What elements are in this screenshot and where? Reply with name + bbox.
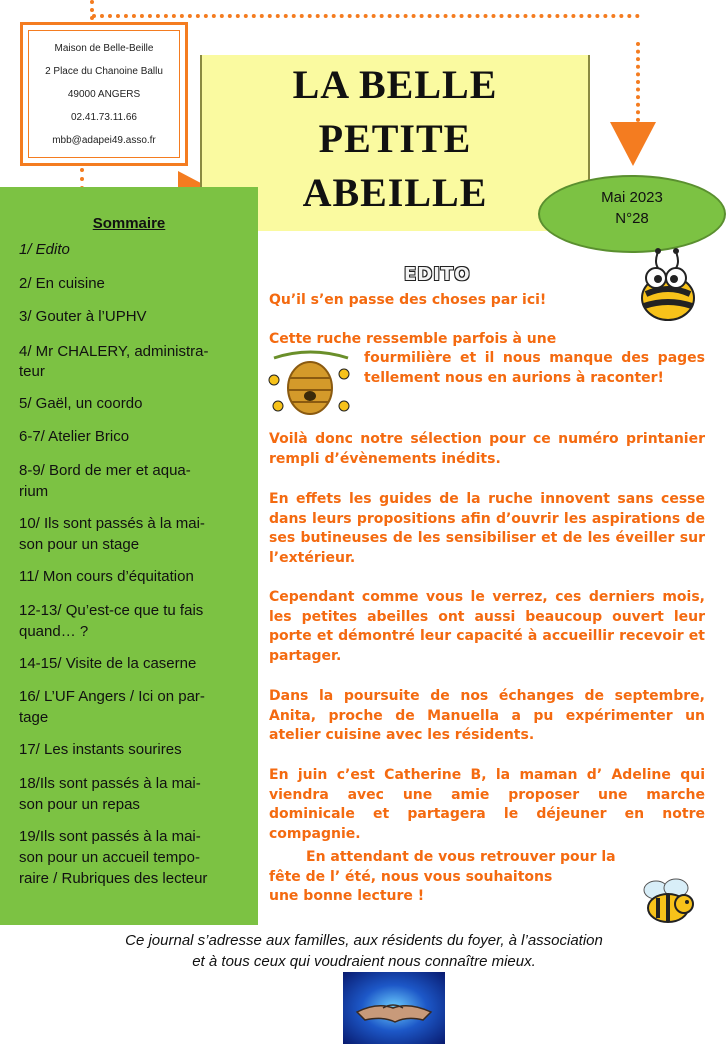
toc-item: son pour un accueil tempo- — [19, 849, 200, 866]
toc-item: 1/ Edito — [19, 241, 70, 258]
toc-item: son pour un repas — [19, 796, 140, 813]
address-email: mbb@adapei49.asso.fr — [52, 135, 156, 146]
toc-item: quand… ? — [19, 623, 89, 640]
sommaire-heading: Sommaire — [92, 215, 166, 232]
handshake-image — [343, 972, 445, 1044]
bee-icon — [628, 244, 708, 326]
title-line-1: LA BELLE — [292, 62, 498, 107]
toc-item: 14-15/ Visite de la caserne — [19, 655, 197, 672]
issue-badge — [538, 175, 726, 253]
edito-paragraph: Qu’il s’en passe des choses par ici! — [269, 292, 547, 308]
toc-item: 3/ Gouter à l’UPHV — [19, 308, 147, 325]
edito-paragraph: Cependant comme vous le verrez, ces derniers mois, les petites abeilles ont aussi beaucoup ouvert leur porte et démontré leur capacité à accueillir recevoir et partager. — [269, 589, 705, 664]
toc-item: 18/Ils sont passés à la mai- — [19, 775, 201, 792]
address-name: Maison de Belle-Beille — [54, 43, 154, 54]
edito-paragraph: En effets les guides de la ruche innovent sans cesse dans leurs propositions afin d’ouvrir les aspirations de ses butineuses de les sensibiliser et de les éveiller sur l’extérieur. — [269, 491, 705, 566]
small-bee-icon — [634, 872, 700, 928]
dotted-line — [636, 42, 640, 122]
toc-item: son pour un stage — [19, 536, 140, 553]
toc-item: 12-13/ Qu’est-ce que tu fais — [19, 602, 204, 619]
toc-item: rium — [19, 483, 49, 500]
edito-paragraph: Voilà donc notre sélection pour ce numéro printanier rempli d’évènements inédits. — [269, 431, 705, 467]
toc-item: 10/ Ils sont passés à la mai- — [19, 515, 205, 532]
toc-item: 19/Ils sont passés à la mai- — [19, 828, 201, 845]
edito-paragraph: fourmilière et il nous manque des pages tellement nous en aurions à raconter! — [364, 350, 705, 386]
address-street: 2 Place du Chanoine Ballu — [45, 66, 163, 77]
edito-paragraph: une bonne lecture ! — [269, 888, 425, 904]
address-phone: 02.41.73.11.66 — [71, 112, 137, 123]
issue-number: N°28 — [615, 210, 649, 227]
footer-line-1: Ce journal s’adresse aux familles, aux résidents du foyer, à l’association — [125, 932, 603, 949]
edito-paragraph: En attendant de vous retrouver pour la — [306, 849, 616, 865]
title-line-3: ABEILLE — [302, 170, 488, 215]
toc-item: teur — [19, 363, 45, 380]
edito-paragraph: En juin c’est Catherine B, la maman d’ Adeline qui viendra avec une amie proposer une marche dominicale et partagera le déjeuner en notre compagnie. — [269, 767, 705, 842]
toc-item: 17/ Les instants sourires — [19, 741, 182, 758]
edito-heading: EDITO — [404, 264, 471, 285]
masthead — [200, 55, 590, 231]
toc-item: 16/ L’UF Angers / Ici on par- — [19, 688, 205, 705]
edito-paragraph: Dans la poursuite de nos échanges de septembre, Anita, proche de Manuella a pu expérimenter un atelier cuisine avec les résidents. — [269, 688, 705, 743]
toc-item: raire / Rubriques des lecteur — [19, 870, 208, 887]
title-line-2: PETITE — [318, 116, 472, 161]
toc-item: 6-7/ Atelier Brico — [19, 428, 130, 445]
address-city: 49000 ANGERS — [67, 89, 141, 100]
handshake-icon — [343, 972, 445, 1044]
edito-paragraph: Cette ruche ressemble parfois à une — [269, 331, 557, 347]
toc-item: 4/ Mr CHALERY, administra- — [19, 343, 209, 360]
dotted-line — [92, 14, 640, 18]
toc-item: 5/ Gaël, un coordo — [19, 395, 143, 412]
arrow-down-icon — [610, 122, 656, 166]
sommaire-sidebar — [0, 187, 258, 925]
toc-item: tage — [19, 709, 49, 726]
beehive-icon — [264, 350, 356, 418]
toc-item: 8-9/ Bord de mer et aqua- — [19, 462, 191, 479]
toc-item: 2/ En cuisine — [19, 275, 105, 292]
edito-paragraph: fête de l’ été, nous vous souhaitons — [269, 869, 553, 885]
address-box — [20, 22, 188, 166]
footer-line-2: et à tous ceux qui voudraient nous connaître mieux. — [192, 953, 536, 970]
toc-item: 11/ Mon cours d’équitation — [19, 568, 194, 585]
issue-date: Mai 2023 — [601, 189, 663, 206]
